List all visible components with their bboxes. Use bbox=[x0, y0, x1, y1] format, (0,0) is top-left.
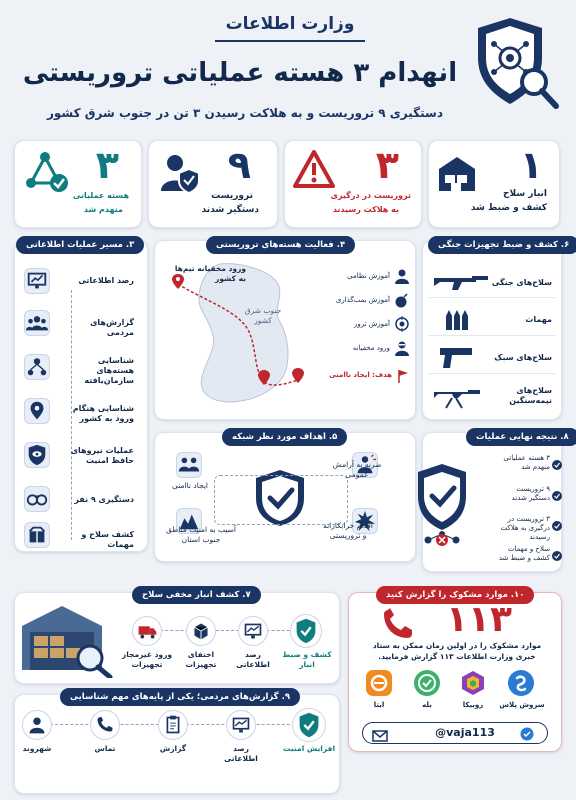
monitor-chart-icon bbox=[238, 616, 268, 646]
stat-number: ۳ bbox=[95, 143, 119, 187]
map-legend bbox=[329, 268, 412, 408]
handcuffs-icon bbox=[24, 486, 50, 512]
stat-number: ۳ bbox=[375, 143, 399, 187]
path-step-label: عملیات نیروهای حافظ امنیت bbox=[70, 446, 134, 465]
stat-label: تروریست bbox=[211, 191, 253, 201]
targets-connector bbox=[214, 475, 348, 525]
result-check bbox=[552, 546, 562, 556]
people-step-label: شهروند bbox=[22, 744, 52, 753]
warning-icon bbox=[293, 149, 335, 189]
people-step-label: گزارش bbox=[159, 744, 187, 753]
map-title: ۴. فعالیت هسته‌های تروریستی bbox=[206, 236, 355, 254]
people-step-label: رصد اطلاعاتی bbox=[224, 744, 258, 763]
page-title: انهدام ۳ هسته عملیاتی تروریستی bbox=[22, 58, 458, 88]
app-rubika-icon[interactable] bbox=[460, 670, 486, 696]
result-item: سلاح و مهمات کشف و ضبط شد bbox=[498, 545, 550, 562]
stat-label: به هلاکت رسیدند bbox=[332, 205, 399, 214]
page-subtitle: دستگیری ۹ تروریست و به هلاکت رسیدن ۳ تن در جنوب شرق کشور bbox=[46, 106, 443, 120]
map-goal-label: هدف: ایجاد ناامنی bbox=[329, 371, 392, 379]
weapon-label: سلاح‌های جنگی bbox=[491, 278, 552, 287]
warehouse-title: ۷. کشف انبار مخفی سلاح bbox=[132, 586, 261, 604]
machine-gun-icon bbox=[432, 384, 482, 410]
stat-card-cells bbox=[14, 140, 142, 228]
map-legend-label: آموزش نظامی bbox=[347, 272, 390, 280]
people-group-icon bbox=[24, 310, 50, 336]
warehouse-step-label: ورود غیرمجاز تجهیزات bbox=[121, 650, 173, 669]
flag-icon bbox=[396, 368, 410, 382]
monitor-chart-icon bbox=[226, 710, 256, 740]
monitor-chart-icon bbox=[24, 268, 50, 294]
warehouse-flow-line bbox=[140, 630, 310, 631]
result-item: ۹ تروریست دستگیر شدند bbox=[511, 485, 550, 502]
weapon-label: سلاح‌های نیمه‌سنگین bbox=[509, 386, 552, 405]
alarm-people-icon bbox=[176, 452, 202, 478]
report-number: ۱۱۳ bbox=[446, 599, 512, 640]
phone-call-icon bbox=[90, 710, 120, 740]
app-eitaa-icon[interactable] bbox=[366, 670, 392, 696]
org-network-icon bbox=[24, 354, 50, 380]
target-label: آسیب به امنیت مناطق جنوب استان bbox=[165, 525, 237, 544]
path-step-label: رصد اطلاعاتی bbox=[78, 276, 134, 285]
shield-check-icon bbox=[292, 708, 326, 742]
map-pin-icon bbox=[24, 398, 50, 424]
app-bale-icon[interactable] bbox=[414, 670, 440, 696]
crate-icon bbox=[24, 522, 50, 548]
path-step-label: گزارش‌های مردمی bbox=[90, 318, 134, 337]
weapon-label: مهمات bbox=[525, 315, 552, 324]
target-icon bbox=[394, 316, 410, 332]
app-label: سروش پلاس bbox=[499, 701, 545, 709]
stat-number: ۹ bbox=[227, 143, 251, 187]
clipboard-icon bbox=[158, 710, 188, 740]
soldier-icon bbox=[394, 268, 410, 284]
person-shield-icon bbox=[159, 151, 201, 193]
citizen-icon bbox=[22, 710, 52, 740]
result-item: ۳ تروریست در درگیری به هلاکت رسیدند bbox=[500, 515, 550, 541]
shield-check-icon bbox=[290, 614, 322, 648]
weapon-label: سلاح‌های سبک bbox=[494, 353, 552, 362]
stat-label: انبار سلاح bbox=[502, 189, 547, 199]
stat-card-arrested bbox=[148, 140, 278, 228]
target-label: ضربه به آرامش عمومی bbox=[332, 460, 382, 479]
map-region-label: جنوب شرق کشور bbox=[244, 306, 282, 325]
network-check-icon bbox=[25, 151, 71, 195]
stat-label: منهدم شد bbox=[83, 205, 123, 214]
app-label: ایتا bbox=[373, 701, 385, 709]
weapons-title: ۶. کشف و ضبط تجهیزات جنگی bbox=[428, 236, 576, 254]
social-handle[interactable]: @vaja113 bbox=[435, 726, 495, 739]
people-report-title: ۹. گزارش‌های مردمی؛ یکی از پایه‌های مهم شناسایی bbox=[60, 688, 300, 706]
people-step-label: افزایش امنیت bbox=[282, 744, 336, 753]
map-legend-label: آموزش ترور bbox=[353, 320, 390, 328]
map-entry-label: ورود مخفیانه تیم‌ها به کشور bbox=[174, 264, 246, 283]
stat-card-warehouse bbox=[428, 140, 560, 228]
header-divider bbox=[215, 40, 365, 42]
target-label: اقدام خرابکارانه و تروریستی bbox=[323, 521, 373, 540]
hidden-box-icon bbox=[186, 616, 216, 646]
people-step-label: تماس bbox=[94, 744, 116, 753]
shield-network-icon bbox=[412, 460, 484, 550]
warehouse-step-label: اختفای تجهیزات bbox=[185, 650, 217, 669]
path-step-label: کشف سلاح و مهمات bbox=[81, 530, 134, 549]
map-legend-label: ورود مخفیانه bbox=[352, 344, 390, 352]
verified-icon bbox=[520, 726, 534, 740]
masked-person-icon bbox=[394, 340, 410, 356]
stat-label: کشف و ضبط شد bbox=[470, 203, 547, 213]
stat-card-killed bbox=[284, 140, 422, 228]
warehouse-magnifier-icon bbox=[18, 600, 114, 678]
shield-magnifier-icon bbox=[470, 14, 562, 110]
stat-label: تروریست در درگیری bbox=[330, 191, 411, 200]
mail-icon bbox=[372, 727, 388, 739]
ammo-icon bbox=[442, 306, 472, 332]
app-label: روبیکا bbox=[462, 701, 484, 709]
path-step-label: دستگیری ۹ نفر bbox=[74, 495, 134, 504]
warehouse-step-label: کشف و ضبط انبار bbox=[282, 650, 332, 669]
result-item: ۳ هسته عملیاتی منهدم شد bbox=[503, 454, 550, 471]
warehouse-step-label: رصد اطلاعاتی bbox=[236, 650, 270, 669]
truck-icon bbox=[132, 616, 162, 646]
operation-path-title: ۳. مسیر عملیات اطلاعاتی bbox=[16, 236, 144, 254]
stat-label: دستگیر شدند bbox=[201, 205, 259, 215]
path-step-label: شناسایی هنگام ورود به کشور bbox=[72, 404, 134, 423]
map-legend-label: آموزش بمب‌گذاری bbox=[335, 296, 390, 304]
report-text: موارد مشکوک را در اولین زمان ممکن به ستاد خبری وزارت اطلاعات ۱۱۳ گزارش فرمایید. bbox=[372, 641, 542, 661]
warehouse-icon bbox=[435, 151, 479, 195]
stat-label: هسته عملیاتی bbox=[72, 191, 129, 200]
stat-number: ۱ bbox=[519, 143, 543, 187]
report-title: ۱۰. موارد مشکوک را گزارش کنید bbox=[376, 586, 534, 604]
pistol-icon bbox=[438, 344, 474, 370]
eye-shield-icon bbox=[24, 442, 50, 468]
result-title: ۸. نتیجه نهایی عملیات bbox=[466, 428, 576, 446]
app-label: بله bbox=[422, 701, 432, 709]
target-label: ایجاد ناامنی bbox=[171, 481, 208, 490]
result-check bbox=[552, 516, 562, 526]
ministry-label: وزارت اطلاعات bbox=[225, 14, 355, 34]
app-soroush-icon[interactable] bbox=[508, 670, 534, 696]
rifle-icon bbox=[432, 270, 490, 292]
bomb-icon bbox=[394, 292, 410, 308]
result-check bbox=[552, 455, 562, 465]
targets-title: ۵. اهداف مورد نظر شبکه bbox=[222, 428, 347, 446]
phone-icon bbox=[382, 606, 414, 640]
result-check bbox=[552, 486, 562, 496]
path-step-label: شناسایی هسته‌های سازمان‌یافته bbox=[84, 356, 134, 385]
